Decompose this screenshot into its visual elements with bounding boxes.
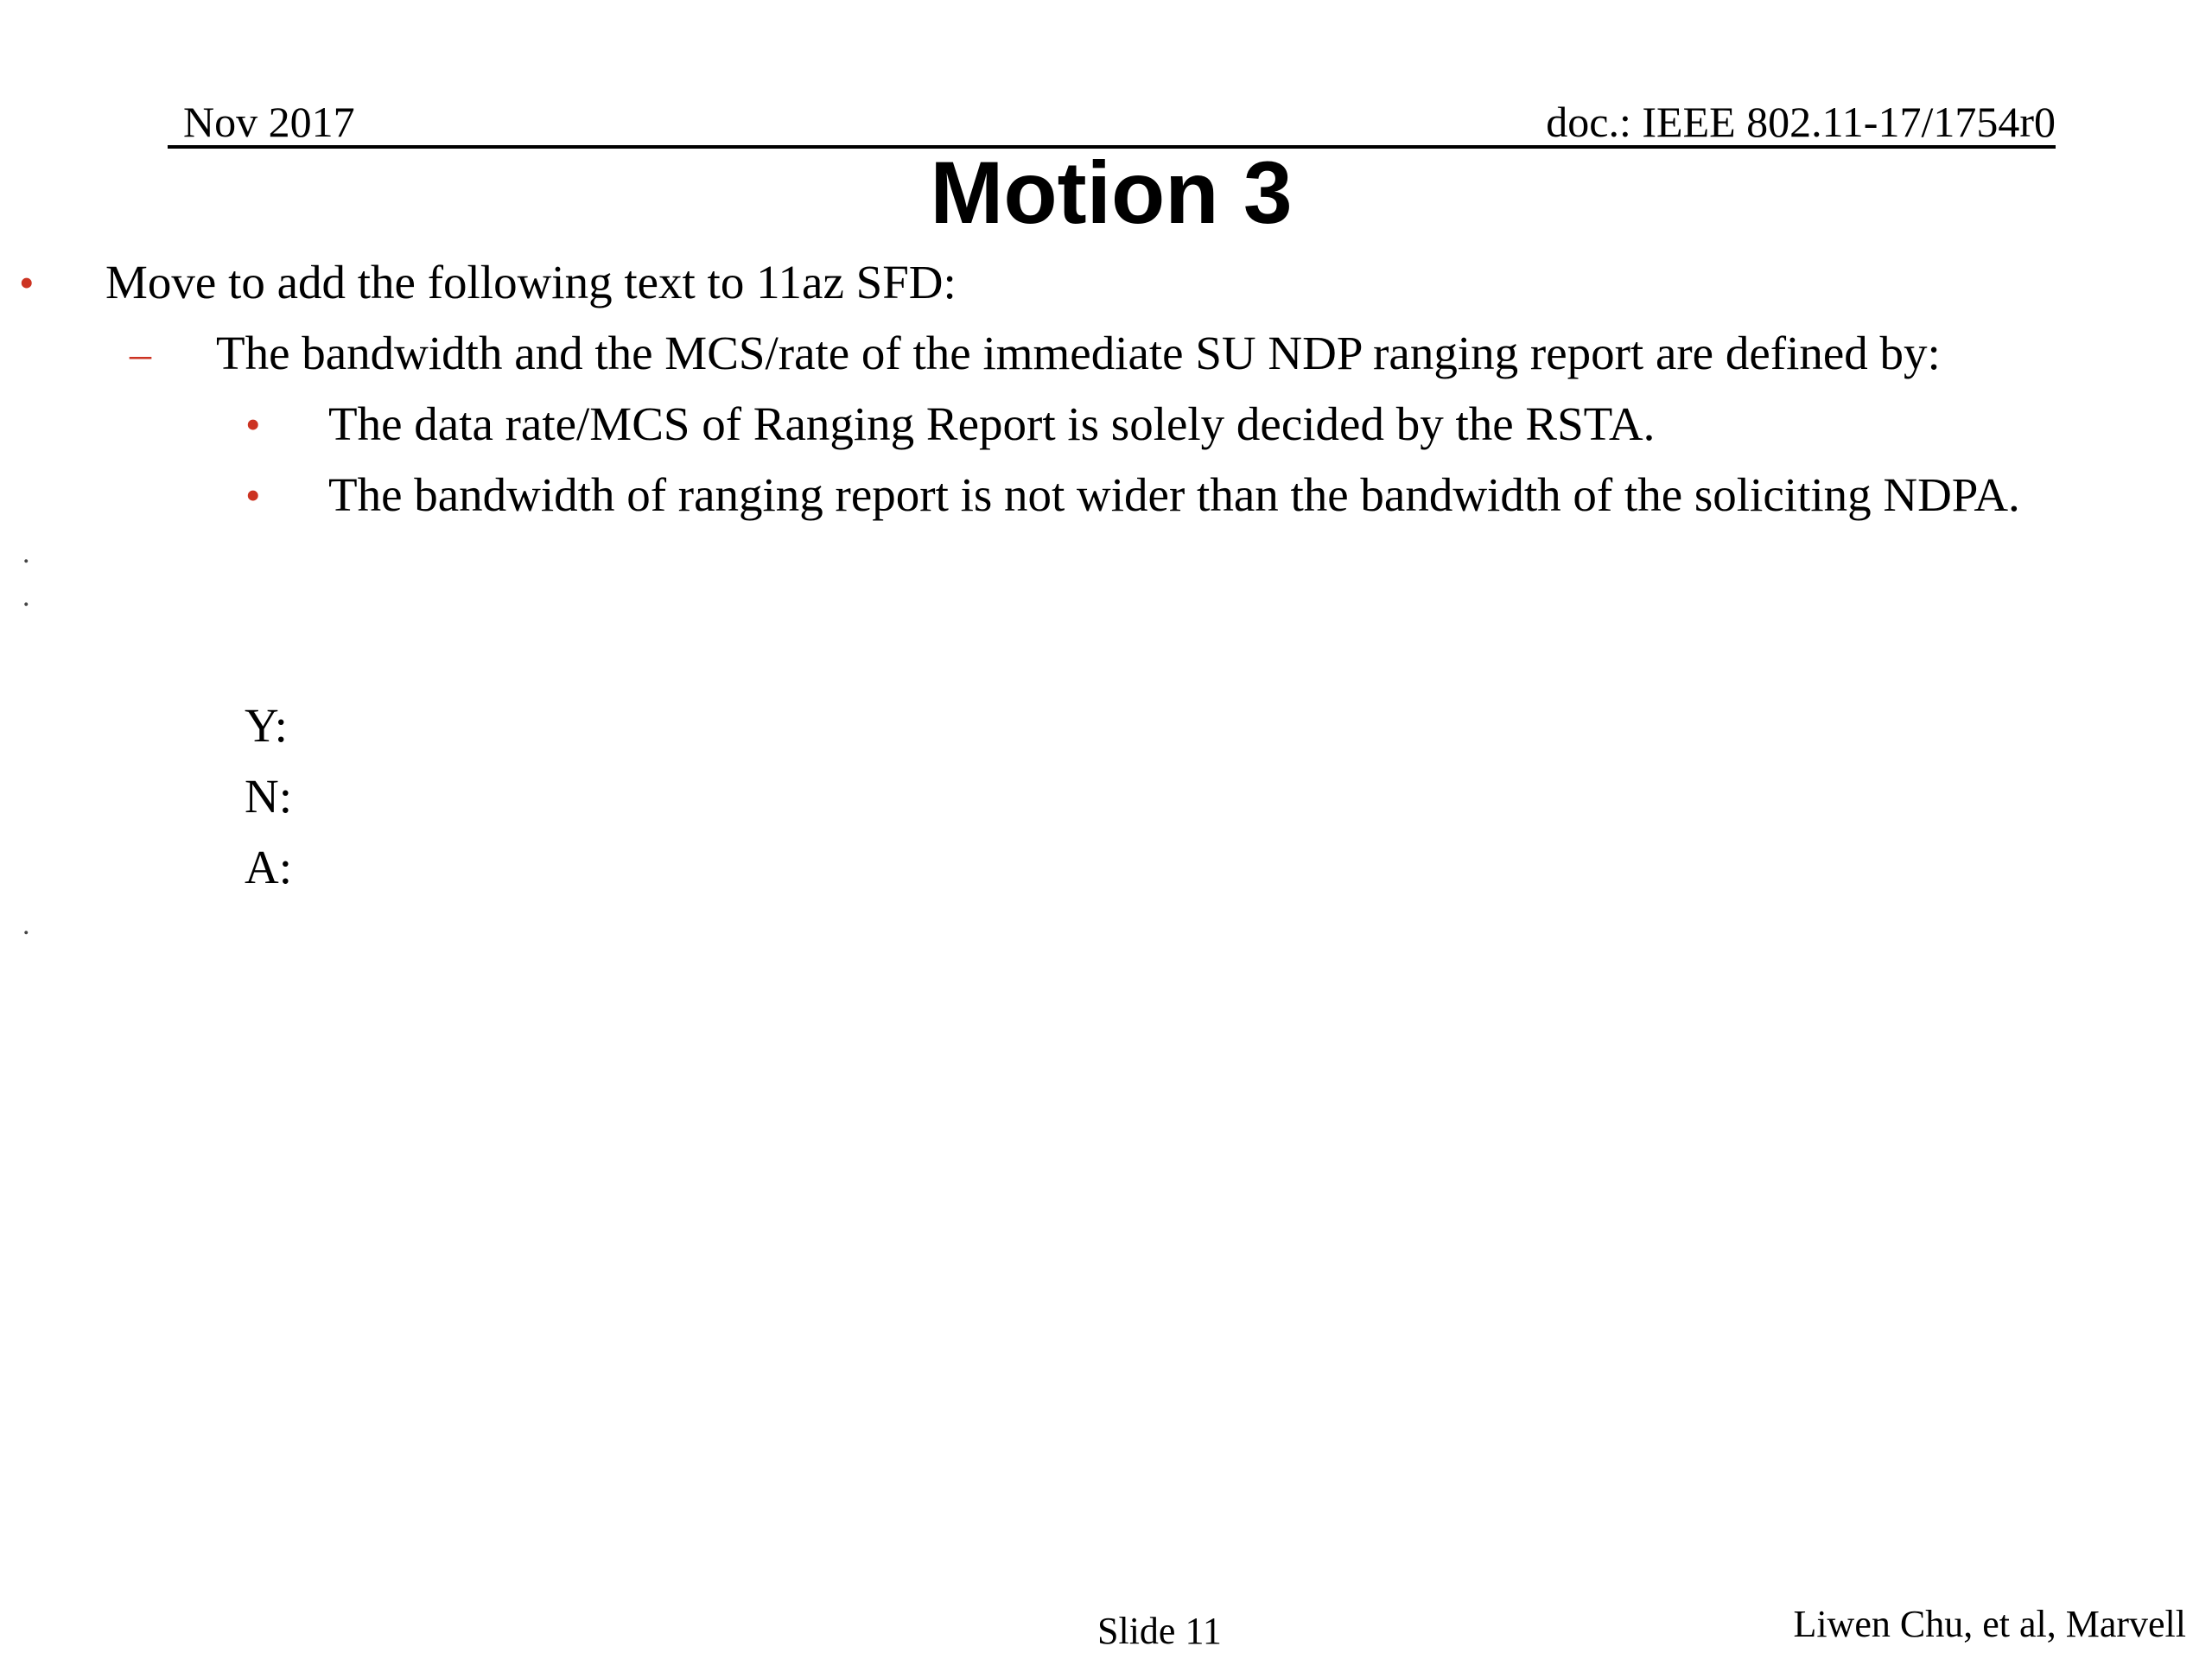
slide-number: Slide 11 <box>1097 1610 1222 1652</box>
bullet-icon: • <box>19 258 35 307</box>
bullet-icon: • <box>245 400 261 448</box>
header-date: Nov 2017 <box>183 98 355 146</box>
vote-yes-label: Y: <box>245 699 288 752</box>
dash-bullet-icon: – <box>130 329 151 378</box>
header-doc-id: doc.: IEEE 802.11-17/1754r0 <box>1546 98 2056 146</box>
slide-title: Motion 3 <box>930 143 1293 242</box>
vote-no-label: N: <box>245 770 292 823</box>
bullet-icon: • <box>245 471 261 519</box>
empty-bullet-mark: . <box>22 537 30 569</box>
bullet-text-level3: The data rate/MCS of Ranging Report is solely decided by the RSTA. <box>328 397 1656 450</box>
vote-abstain-label: A: <box>245 841 292 893</box>
bullet-text-level3: The bandwidth of ranging report is not wider than the bandwidth of the soliciting NDPA. <box>328 468 2020 521</box>
bullet-text-level1: Move to add the following text to 11az SFD: <box>105 256 957 308</box>
bullet-text-level2: The bandwidth and the MCS/rate of the immediate SU NDP ranging report are defined by: <box>216 327 1941 379</box>
empty-bullet-mark: . <box>22 909 30 941</box>
footer-author: Liwen Chu, et al, Marvell <box>1793 1603 2186 1645</box>
empty-bullet-mark: . <box>22 581 30 613</box>
